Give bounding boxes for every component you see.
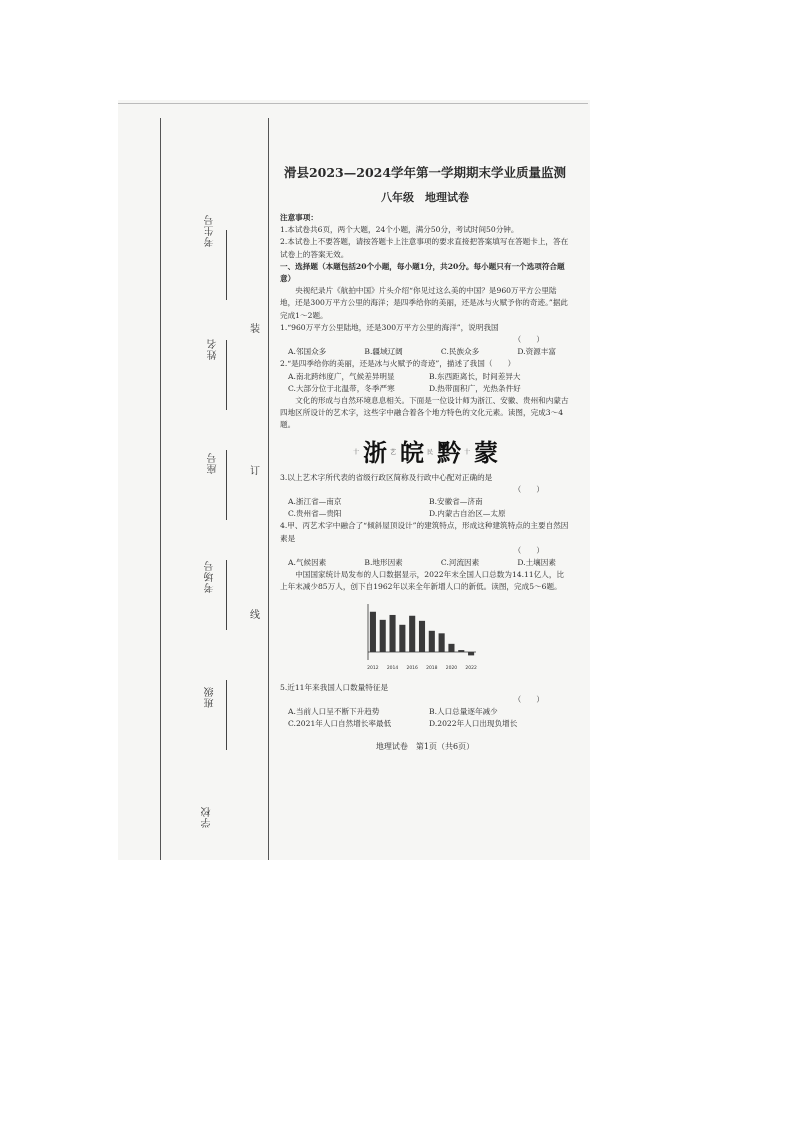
exam-subtitle: 八年级 地理试卷 — [381, 191, 469, 204]
side-label-seat: 座号 — [208, 452, 219, 474]
option-3c: C.贵州省—贵阳 — [288, 509, 342, 519]
option-5c: C.2021年人口自然增长率最低 — [288, 719, 392, 729]
option-4a: A.气候因素 — [288, 558, 327, 568]
question-5-paren: （ ） — [513, 694, 544, 704]
banner-small-3: 民 — [427, 448, 434, 456]
option-5a: A.当前人口呈不断下升趋势 — [288, 707, 380, 717]
intro-3: 中国国家统计局发布的人口数据显示，2022年末全国人口总数为14.11亿人，比上年末减少85万人，创下自1962年以来全年新增人口的新低。读图，完成5～6题。 — [280, 570, 565, 592]
question-3-paren: （ ） — [513, 484, 544, 494]
art-char-wan: 皖 — [400, 438, 423, 467]
banner-small-1: 十 — [352, 448, 359, 456]
option-4d: D.土壤因素 — [517, 558, 556, 568]
exam-content — [280, 164, 570, 753]
option-1a: A.邻国众多 — [288, 347, 327, 357]
art-char-meng: 蒙 — [474, 438, 498, 467]
option-5d: D.2022年人口出现负增长 — [429, 719, 518, 729]
note-2: 2.本试卷上不要答题，请按答题卡上注意事项的要求直接把答案填写在答题卡上，答在试卷上的答案无效。 — [280, 237, 569, 259]
exam-title: 滑县2023—2024学年第一学期期末学业质量监测 — [283, 165, 567, 180]
blank-line-seat — [226, 450, 227, 520]
option-4b: B.地形因素 — [364, 558, 403, 568]
option-1d: D.资源丰富 — [517, 347, 556, 357]
chart-bar-2019 — [439, 633, 445, 652]
question-4: 4.甲、丙艺术字中融合了“倾斜屋顶设计”的建筑特点，形成这种建筑特点的主要自然因素是 — [280, 521, 569, 543]
side-label-room: 考场号 — [205, 560, 216, 593]
side-label-school: 学校 — [202, 806, 213, 828]
intro-2: 文化的形成与自然环境息息相关。下面是一位设计师为浙江、安徽、贵州和内蒙古四地区所设计的艺术字，这些字中融合着各个地方特色的文化元素。读图，完成3～4题。 — [280, 396, 569, 430]
page-top-edge — [118, 103, 588, 104]
question-3: 3.以上艺术字所代表的省级行政区简称及行政中心配对正确的是 — [280, 472, 493, 482]
art-char-qian: 黔 — [437, 438, 461, 467]
population-chart — [350, 598, 480, 676]
seal-char-1: 装 — [250, 324, 260, 335]
side-label-class: 班级 — [205, 686, 216, 708]
option-1b: B.疆域辽阔 — [364, 347, 403, 357]
chart-bar-2018 — [429, 630, 435, 651]
question-2: 2.“是四季给你的美丽，还是冰与火赋予的奇迹”，描述了我国（ ） — [280, 359, 516, 369]
blank-line-name — [226, 340, 227, 410]
question-1-paren: （ ） — [513, 335, 544, 345]
chart-tick-2014: 2014 — [386, 665, 399, 671]
population-bar-chart — [350, 598, 480, 676]
chart-bar-2017 — [419, 621, 425, 652]
seal-char-3: 线 — [250, 610, 260, 621]
option-2b: B.东西距离长，时间差异大 — [429, 371, 521, 381]
art-characters-figure — [280, 438, 570, 468]
margin-line-outer — [160, 118, 161, 860]
option-3b: B.安徽省—济南 — [429, 497, 483, 507]
option-3d: D.内蒙古自治区—太原 — [429, 509, 506, 519]
page-footer: 地理试卷 第1页（共6页） — [375, 741, 475, 751]
art-char-zhe: 浙 — [362, 438, 386, 467]
question-5: 5.近11年来我国人口数量特征是 — [280, 682, 389, 692]
blank-line-class — [226, 680, 227, 750]
question-1: 1.“960万平方公里陆地，还是300万平方公里的海洋”，说明我国 — [280, 322, 499, 332]
question-4-paren: （ ） — [513, 545, 544, 555]
blank-line-room — [226, 560, 227, 630]
chart-bar-2015 — [399, 624, 405, 651]
note-1: 1.本试卷共6页，两个大题，24个小题，满分50分，考试时间50分钟。 — [280, 225, 519, 235]
chart-bar-2013 — [380, 620, 386, 652]
blank-line-exam-no — [226, 230, 227, 300]
chart-bar-2022 — [468, 652, 474, 655]
option-2c: C.大部分位于北温带，冬季严寒 — [288, 383, 395, 393]
chart-tick-2022: 2022 — [465, 665, 477, 671]
intro-1: 央视纪录片《航拍中国》片头介绍“你见过这么美的中国？是960万平方公里陆地，还是300万平方公里的海洋；是四季给你的美丽，还是冰与火赋予你的奇迹。”据此完成1～2题。 — [280, 286, 568, 320]
chart-bar-2012 — [370, 611, 376, 651]
seal-char-2: 订 — [250, 466, 260, 477]
chart-bar-2021 — [458, 650, 464, 652]
side-label-name: 姓名 — [208, 338, 219, 360]
chart-bar-2014 — [390, 615, 396, 652]
question-1-options — [280, 346, 570, 358]
option-2a: A.南北跨纬度广，气候差异明显 — [288, 371, 395, 381]
question-3-options — [280, 496, 570, 520]
chart-tick-2016: 2016 — [406, 665, 418, 671]
chart-tick-2020: 2020 — [445, 665, 458, 671]
banner-small-2: 艺 — [389, 448, 396, 456]
side-label-exam-no: 考生号 — [205, 214, 216, 247]
option-1c: C.民族众多 — [440, 347, 480, 357]
chart-bar-2016 — [409, 615, 415, 651]
chart-tick-2012: 2012 — [367, 665, 379, 671]
option-4c: C.河流因素 — [440, 558, 480, 568]
question-2-options — [280, 371, 570, 395]
question-5-options — [280, 706, 570, 730]
margin-line-inner — [268, 118, 269, 860]
question-4-options — [280, 557, 570, 569]
option-3a: A.浙江省—南京 — [288, 497, 342, 507]
chart-tick-2018: 2018 — [426, 665, 438, 671]
option-5b: B.人口总量逐年减少 — [429, 707, 498, 717]
banner-small-4: 十 — [464, 448, 471, 456]
chart-bar-2020 — [448, 644, 454, 652]
option-2d: D.热带面积广，光热条件好 — [429, 383, 521, 393]
section-1-heading: 一、选择题（本题包括20个小题，每小题1分，共20分。每小题只有一个选项符合题意） — [280, 261, 565, 284]
notes-heading: 注意事项： — [280, 213, 318, 222]
